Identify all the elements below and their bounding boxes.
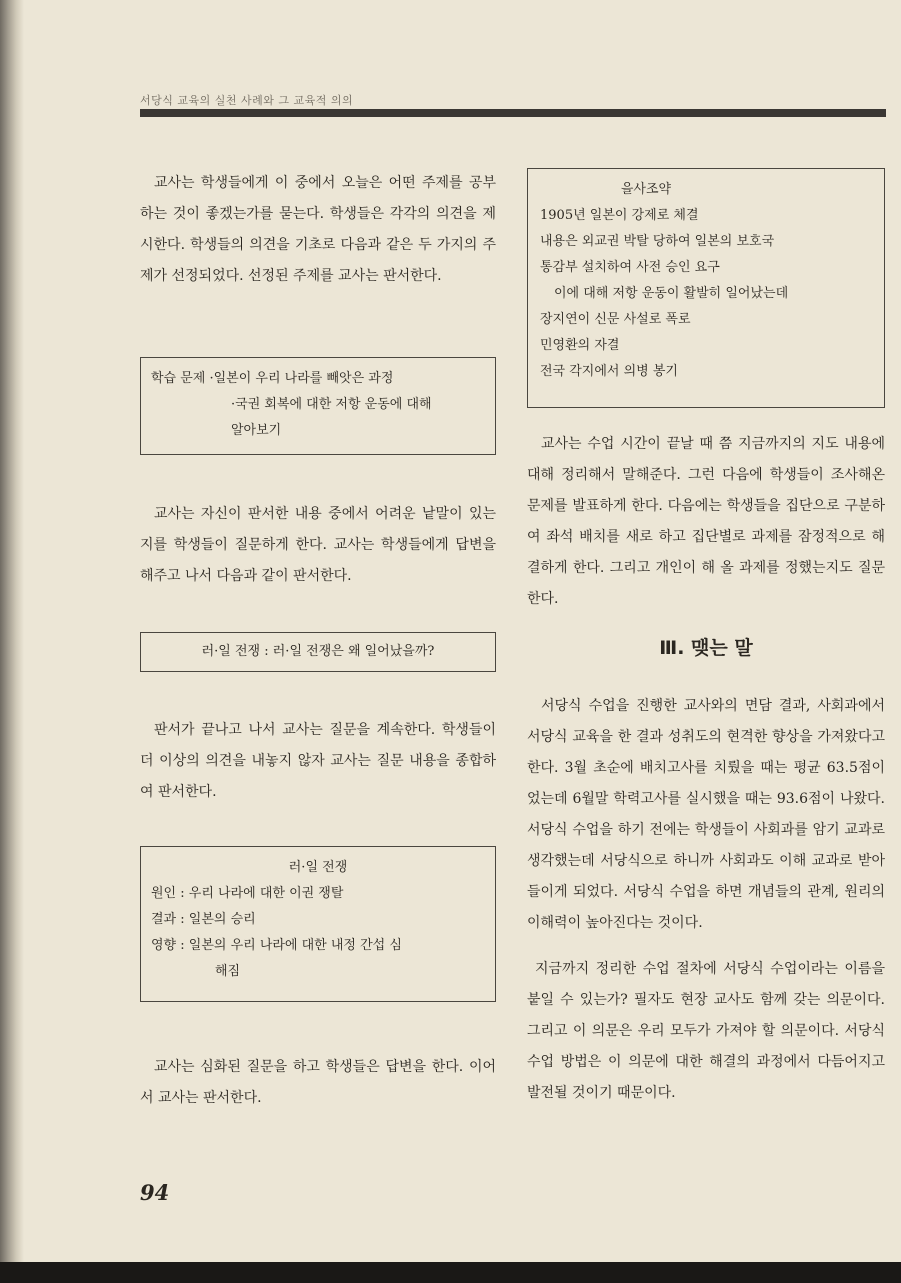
paragraph-vocabulary-questions: 교사는 자신이 판서한 내용 중에서 어려운 낱말이 있는지를 학생들이 질문하게 한다. 교사는 학생들에게 답변을 해주고 나서 다음과 같이 판서한다.: [140, 506, 496, 584]
war-cause-line: 원인 : 우리 나라에 대한 이권 쟁탈: [151, 886, 344, 901]
page-number: 94: [140, 1180, 170, 1205]
paragraph-lesson-wrapup: 교사는 수업 시간이 끝날 때 쯤 지금까지의 지도 내용에 대해 정리해서 말해준다. 그런 다음에 학생들이 조사해온 문제를 발표하게 한다. 다음에는 학생들을 집단으로 구분하여 좌석 배치를 새로 하고 집단별로 과제를 잠정적으로 해결하게 한다. 그리고 개인이 해 올 과제를 정했는지도 질문한다.: [527, 436, 885, 607]
section-heading-conclusion: Ⅲ. 맺는 말: [659, 637, 753, 659]
eulsa-treaty-box: [527, 168, 885, 408]
learning-problem-line-3: 알아보기: [231, 423, 282, 438]
header-rule: [140, 109, 886, 117]
eulsa-line-1: 1905년 일본이 강제로 체결: [540, 208, 699, 223]
eulsa-line-3: 통감부 설치하여 사전 승인 요구: [540, 260, 720, 275]
war-impact-line-continued: 해짐: [215, 964, 241, 979]
eulsa-line-7: 전국 각지에서 의병 봉기: [540, 364, 678, 379]
eulsa-treaty-title: 을사조약: [620, 182, 672, 197]
paragraph-topic-selection: 교사는 학생들에게 이 중에서 오늘은 어떤 주제를 공부하는 것이 좋겠는가를 묻는다. 학생들은 각각의 의견을 제시한다. 학생들의 의견을 기초로 다음과 같은 두 가지의 주제가 선정되었다. 선정된 주제를 교사는 판서한다.: [140, 175, 496, 284]
running-header: 서당식 교육의 실천 사례와 그 교육적 의의: [140, 94, 354, 107]
war-result-line: 결과 : 일본의 승리: [151, 912, 256, 927]
learning-problem-line-2: ·국권 회복에 대한 저항 운동에 대해: [231, 397, 432, 412]
scan-bottom-edge: [0, 1262, 901, 1283]
eulsa-line-2: 내용은 외교권 박탈 당하여 일본의 보호국: [540, 234, 775, 249]
eulsa-line-5: 장지연이 신문 사설로 폭로: [540, 312, 691, 327]
eulsa-line-6: 민영환의 자결: [540, 338, 620, 353]
paragraph-deeper-questions: 교사는 심화된 질문을 하고 학생들은 답변을 한다. 이어서 교사는 판서한다.: [140, 1059, 496, 1106]
russo-japanese-war-title: 러·일 전쟁: [288, 860, 348, 875]
learning-problem-box: [140, 357, 496, 455]
russo-japanese-question-box: [140, 632, 496, 672]
paragraph-interview-results: 서당식 수업을 진행한 교사와의 면담 결과, 사회과에서 서당식 교육을 한 결과 성취도의 현격한 향상을 가져왔다고 한다. 3월 초순에 배치고사를 치뤘을 때는 평균 63.5점이었는데 6월말 학력고사를 실시했을 때는 93.6점이 나왔다. 서당식 수업을 하기 전에는 학생들이 사회과를 암기 교과로 생각했는데 서당식으로 하니까 사회과도 이해 교과로 받아들이게 되었다. 서당식 수업을 하면 개념들의 관계, 원리의 이해력이 높아진다는 것이다.: [527, 698, 885, 931]
war-impact-line: 영향 : 일본의 우리 나라에 대한 내정 간섭 심: [151, 938, 402, 953]
russo-japanese-question-text: 러·일 전쟁 : 러·일 전쟁은 왜 일어났을까?: [201, 644, 435, 659]
russo-japanese-war-box: [140, 846, 496, 1002]
eulsa-line-4: 이에 대해 저항 운동이 활발히 일어났는데: [554, 286, 789, 301]
paragraph-question-summary: 판서가 끝나고 나서 교사는 질문을 계속한다. 학생들이 더 이상의 의견을 내놓지 않자 교사는 질문 내용을 종합하여 판서한다.: [140, 722, 496, 800]
learning-problem-line-1: 학습 문제 ·일본이 우리 나라를 빼앗은 과정: [151, 371, 394, 386]
book-spine-shadow: [0, 0, 24, 1262]
paragraph-closing-question: 지금까지 정리한 수업 절차에 서당식 수업이라는 이름을 붙일 수 있는가? 필자도 현장 교사도 함께 갖는 의문이다. 그리고 이 의문은 우리 모두가 가져야 할 의문이다. 서당식 수업 방법은 이 의문에 대한 해결의 과정에서 다듬어지고 발전될 것이기 때문이다.: [527, 961, 885, 1101]
